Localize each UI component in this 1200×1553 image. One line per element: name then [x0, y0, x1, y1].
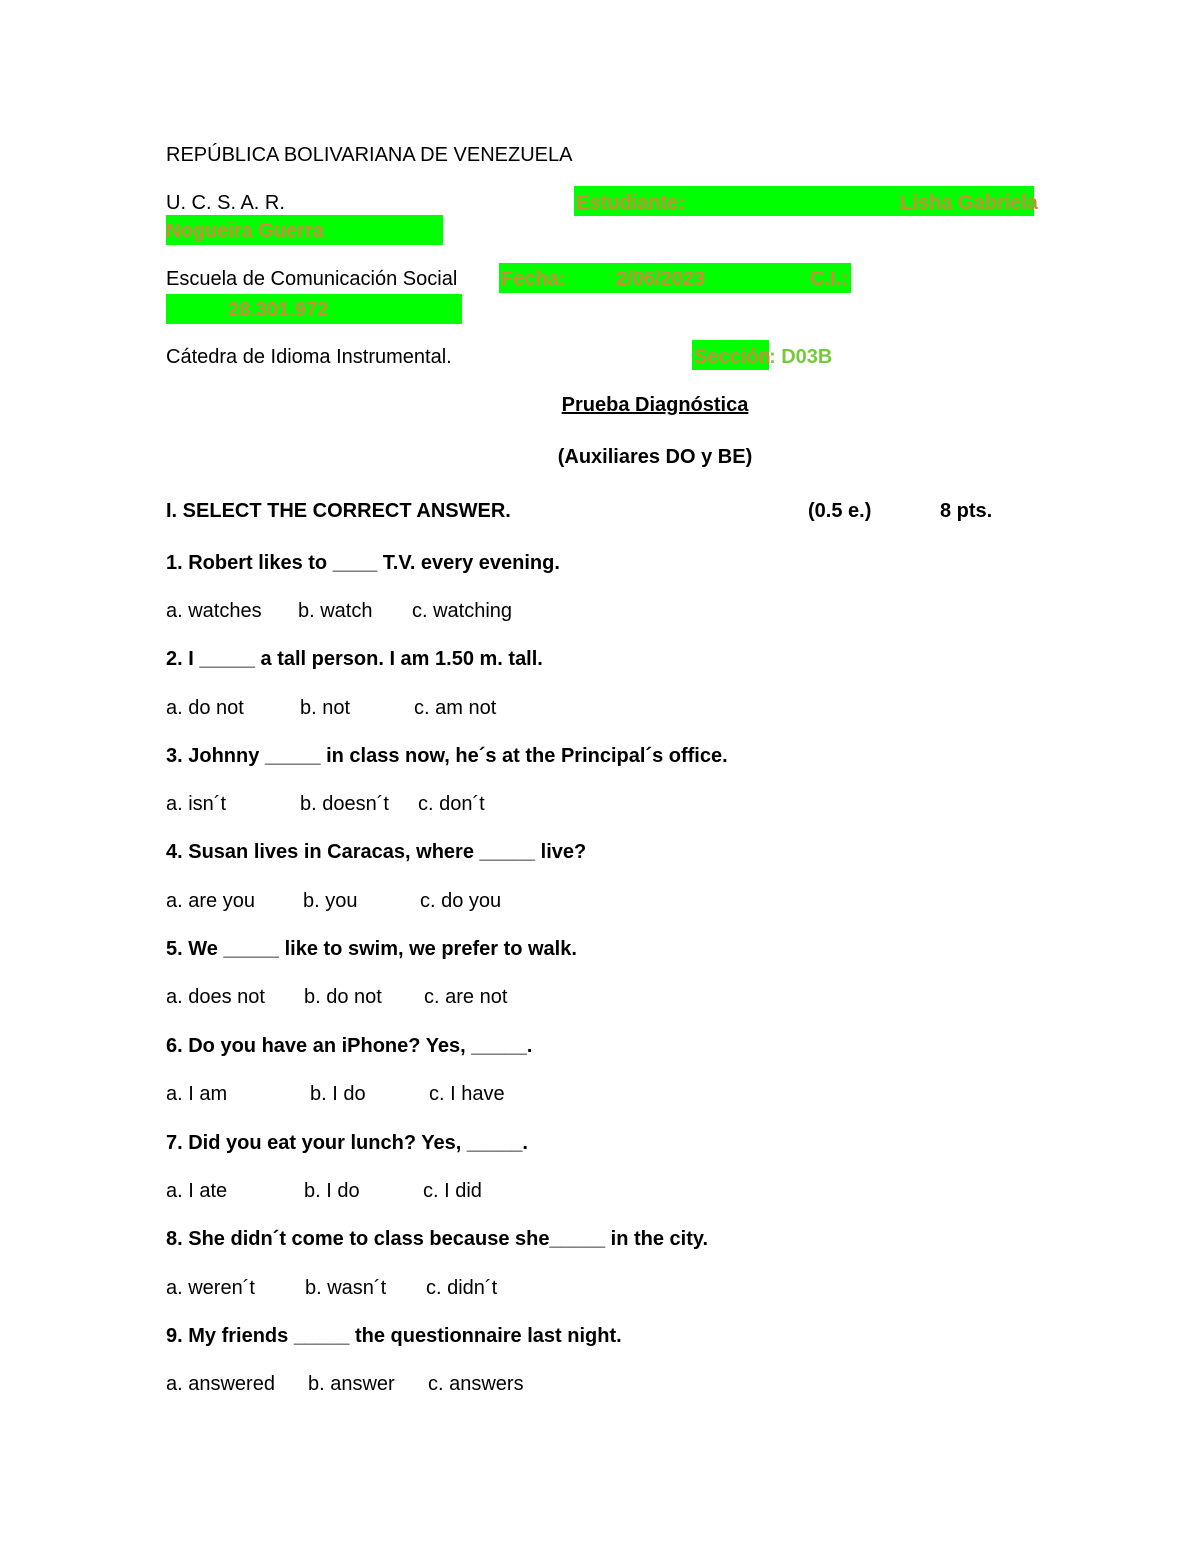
- question-9-option-c: c. answers: [428, 1373, 524, 1395]
- question-7: 7. Did you eat your lunch? Yes, _____.: [166, 1132, 528, 1154]
- question-9: 9. My friends _____ the questionnaire last night.: [166, 1325, 622, 1347]
- question-3-option-b: b. doesn´t: [300, 793, 389, 815]
- school-label: Escuela de Comunicación Social: [166, 268, 458, 290]
- question-7-option-a: a. I ate: [166, 1180, 228, 1202]
- question-5-option-a: a. does not: [166, 986, 265, 1008]
- republic-heading: REPÚBLICA BOLIVARIANA DE VENEZUELA: [166, 144, 573, 166]
- question-6-option-c: c. I have: [429, 1083, 505, 1105]
- section-value: : D03B: [769, 346, 833, 368]
- question-1-option-c: c. watching: [412, 600, 513, 622]
- question-3: 3. Johnny _____ in class now, he´s at the Principal´s office.: [166, 745, 728, 767]
- question-3-option-a: a. isn´t: [166, 793, 227, 815]
- question-6-option-a: a. I am: [166, 1083, 228, 1105]
- instructions-label: I. SELECT THE CORRECT ANSWER.: [166, 500, 511, 522]
- date-label: Fecha:: [501, 268, 566, 290]
- question-8: 8. She didn´t come to class because she_____ in the city.: [166, 1228, 709, 1250]
- ci-value: 28.301.972: [228, 299, 329, 321]
- question-6: 6. Do you have an iPhone? Yes, _____.: [166, 1035, 533, 1057]
- student-label: Estudiante:: [576, 192, 685, 214]
- page-title: Prueba Diagnóstica: [561, 394, 749, 416]
- question-2-option-b: b. not: [300, 697, 351, 719]
- question-9-option-a: a. answered: [166, 1373, 275, 1395]
- question-3-option-c: c. don´t: [418, 793, 485, 815]
- question-4-option-b: b. you: [303, 890, 358, 912]
- instructions-points: 8 pts.: [940, 500, 993, 522]
- question-8-option-c: c. didn´t: [426, 1277, 498, 1299]
- question-2-option-a: a. do not: [166, 697, 244, 719]
- chair-label: Cátedra de Idioma Instrumental.: [166, 346, 452, 368]
- question-4-option-a: a. are you: [166, 890, 255, 912]
- question-6-option-b: b. I do: [310, 1083, 366, 1105]
- question-5-option-b: b. do not: [304, 986, 382, 1008]
- university-label: U. C. S. A. R.: [166, 192, 285, 214]
- question-8-option-a: a. weren´t: [166, 1277, 255, 1299]
- question-1-option-b: b. watch: [298, 600, 373, 622]
- student-name-part2: Nogueira Guerra: [166, 220, 324, 242]
- question-8-option-b: b. wasn´t: [305, 1277, 387, 1299]
- question-4-option-c: c. do you: [420, 890, 502, 912]
- question-1: 1. Robert likes to ____ T.V. every evening.: [166, 552, 560, 574]
- question-7-option-c: c. I did: [423, 1180, 482, 1202]
- question-2: 2. I _____ a tall person. I am 1.50 m. tall.: [166, 648, 543, 670]
- question-5: 5. We _____ like to swim, we prefer to walk.: [166, 938, 577, 960]
- question-9-option-b: b. answer: [308, 1373, 395, 1395]
- instructions-value-each: (0.5 e.): [808, 500, 872, 522]
- question-2-option-c: c. am not: [414, 697, 497, 719]
- ci-label: C.I.:: [810, 268, 848, 290]
- page-subtitle: (Auxiliares DO y BE): [557, 446, 753, 468]
- question-7-option-b: b. I do: [304, 1180, 360, 1202]
- date-value: 2/06/2023: [616, 268, 705, 290]
- student-name-part1: Lisha Gabriela: [900, 192, 1038, 214]
- section-label: Sección: [694, 346, 771, 368]
- question-1-option-a: a. watches: [166, 600, 262, 622]
- question-5-option-c: c. are not: [424, 986, 508, 1008]
- question-4: 4. Susan lives in Caracas, where _____ live?: [166, 841, 587, 863]
